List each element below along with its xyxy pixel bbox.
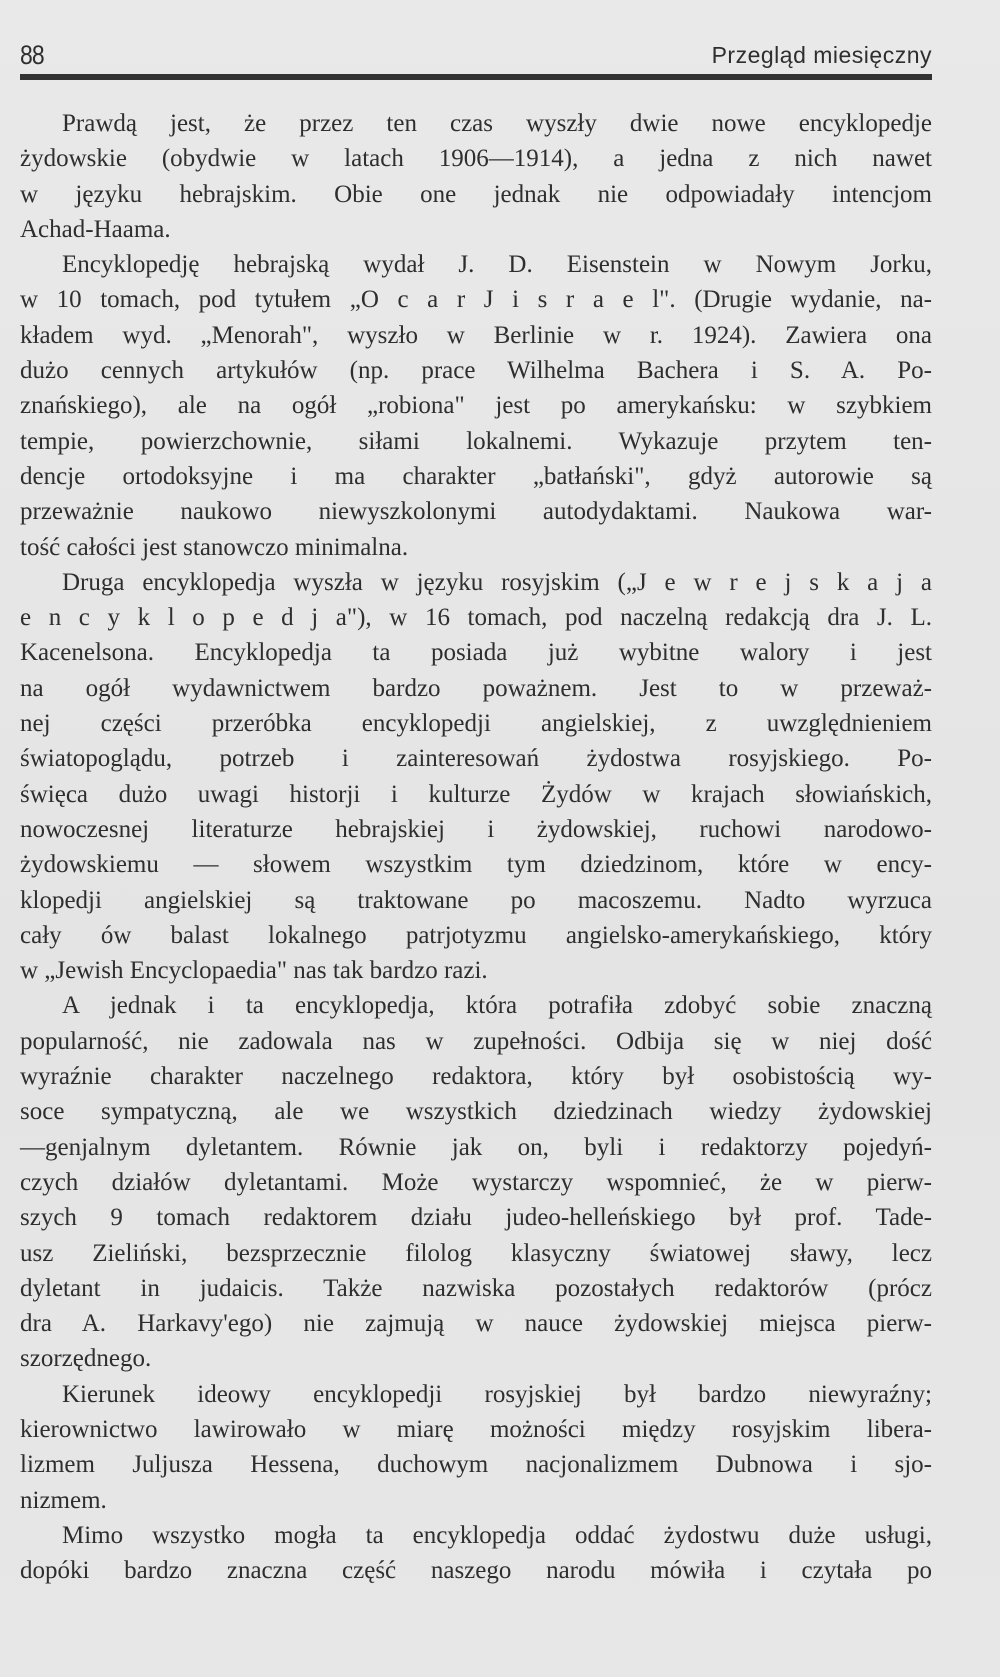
text-line: Mimo wszystko mogła ta encyklopedja oddać żydostwu duże usługi,: [62, 1521, 932, 1549]
text-line: przeważnie naukowo niewyszkolonymi autodydaktami. Naukowa war-: [20, 498, 932, 526]
text-line: szych 9 tomach redaktorem działu judeo-helleńskiego był prof. Tade-: [20, 1204, 932, 1232]
text-line: znańskiego), ale na ogół „robiona" jest po amerykańsku: w szybkiem: [20, 392, 932, 420]
running-title: Przegląd miesięczny: [711, 42, 932, 68]
text-line: e n c y k l o p e d j a"), w 16 tomach, pod naczelną redakcją dra J. L.: [20, 604, 932, 632]
text-line: nizmem.: [20, 1486, 107, 1514]
text-line: nowoczesnej literaturze hebrajskiej i żydowskiej, ruchowi narodowo-: [20, 815, 932, 843]
text-line: dyletant in judaicis. Także nazwiska pozostałych redaktorów (prócz: [20, 1274, 932, 1302]
text-line: szorzędnego.: [20, 1345, 152, 1373]
text-line: dużo cennych artykułów (np. prace Wilhelma Bachera i S. A. Po-: [20, 357, 932, 385]
text-line: w języku hebrajskim. Obie one jednak nie odpowiadały intencjom: [20, 180, 932, 208]
text-line: klopedji angielskiej są traktowane po macoszemu. Nadto wyrzuca: [20, 886, 932, 914]
text-line: A jednak i ta encyklopedja, która potrafiła zdobyć sobie znaczną: [62, 992, 932, 1020]
page-number: 88: [20, 40, 44, 70]
paragraph: [20, 1377, 932, 1518]
text-line: usz Zieliński, bezsprzecznie filolog klasyczny światowej sławy, lecz: [20, 1239, 932, 1267]
text-line: czych działów dyletantami. Może wystarczy wspomnieć, że w pierw-: [20, 1168, 932, 1196]
text-line: soce sympatyczną, ale we wszystkich dziedzinach wiedzy żydowskiej: [20, 1098, 932, 1126]
page-header: [20, 40, 932, 70]
text-line: w 10 tomach, pod tytułem „O c a r J i s r a e l". (Drugie wydanie, na-: [20, 286, 932, 314]
paragraph: [20, 988, 932, 1376]
text-line: żydowskie (obydwie w latach 1906—1914), a jedna z nich nawet: [20, 145, 932, 173]
text-line: święca dużo uwagi historji i kulturze Żydów w krajach słowiańskich,: [20, 780, 932, 808]
text-line: Encyklopedję hebrajską wydał J. D. Eisenstein w Nowym Jorku,: [62, 251, 932, 279]
text-line: tempie, powierzchownie, siłami lokalnemi. Wykazuje przytem ten-: [20, 427, 932, 455]
paragraph: [20, 1518, 932, 1589]
text-line: Kacenelsona. Encyklopedja ta posiada już wybitne walory i jest: [20, 639, 932, 667]
text-line: cały ów balast lokalnego patrjotyzmu angielsko-amerykańskiego, który: [20, 921, 932, 949]
text-line: lizmem Juljusza Hessena, duchowym nacjonalizmem Dubnowa i sjo-: [20, 1451, 932, 1479]
text-line: kładem wyd. „Menorah", wyszło w Berlinie w r. 1924). Zawiera ona: [20, 321, 932, 349]
header-rule: [20, 74, 932, 80]
text-line: wyraźnie charakter naczelnego redaktora, który był osobistością wy-: [20, 1063, 932, 1091]
text-line: dopóki bardzo znaczna część naszego narodu mówiła i czytała po: [20, 1557, 932, 1585]
text-line: dra A. Harkavy'ego) nie zajmują w nauce żydowskiej miejsca pierw-: [20, 1310, 932, 1338]
paragraph: [20, 565, 932, 989]
text-line: żydowskiemu — słowem wszystkim tym dziedzinom, które w ency-: [20, 851, 932, 879]
paragraph: [20, 106, 932, 247]
body-text: [20, 106, 932, 1588]
text-line: w „Jewish Encyclopaedia" nas tak bardzo razi.: [20, 957, 488, 985]
text-line: kierownictwo lawirowało w miarę możności między rosyjskim libera-: [20, 1415, 932, 1443]
text-line: nej części przeróbka encyklopedji angielskiej, z uwzględnieniem: [20, 710, 932, 738]
text-line: Prawdą jest, że przez ten czas wyszły dwie nowe encyklopedje: [62, 110, 932, 137]
text-line: światopoglądu, potrzeb i zainteresowań żydostwa rosyjskiego. Po-: [20, 745, 932, 773]
text-line: Kierunek ideowy encyklopedji rosyjskiej był bardzo niewyraźny;: [62, 1380, 932, 1408]
text-line: na ogół wydawnictwem bardzo poważnem. Jest to w przeważ-: [20, 674, 932, 702]
text-line: Achad-Haama.: [20, 215, 171, 243]
text-line: —genjalnym dyletantem. Równie jak on, byli i redaktorzy pojedyń-: [20, 1133, 932, 1161]
paragraph: [20, 247, 932, 565]
text-line: tość całości jest stanowczo minimalna.: [20, 533, 409, 561]
text-line: Druga encyklopedja wyszła w języku rosyjskim („J e w r e j s k a j a: [62, 568, 932, 596]
text-line: popularność, nie zadowala nas w zupełności. Odbija się w niej dość: [20, 1027, 932, 1055]
text-line: dencje ortodoksyjne i ma charakter „batłański", gdyż autorowie są: [20, 462, 932, 490]
